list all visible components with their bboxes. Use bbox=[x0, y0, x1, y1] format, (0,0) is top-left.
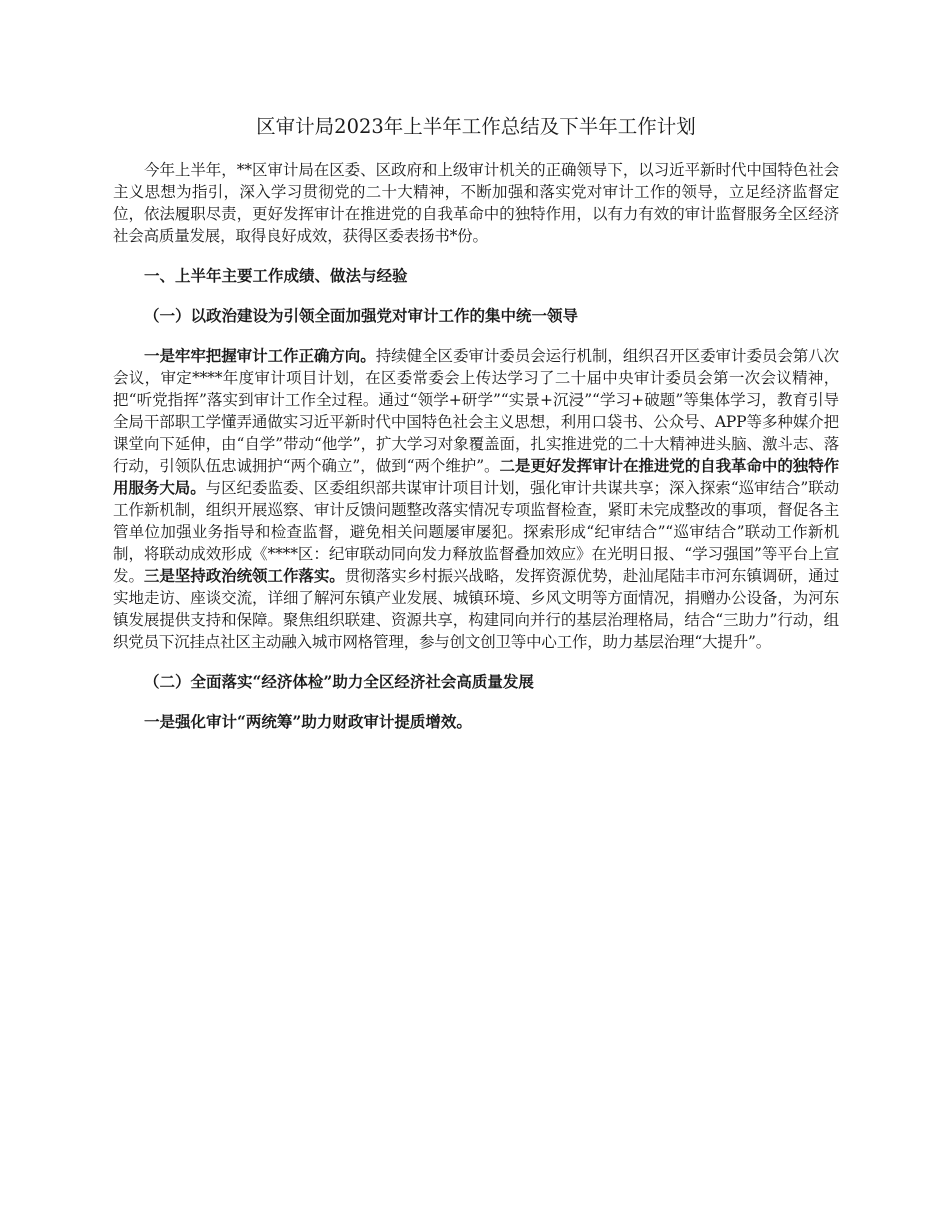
lead-phrase-3: 三是坚持政治统领工作落实。 bbox=[143, 566, 345, 585]
political-leadership-paragraph bbox=[113, 345, 839, 653]
body-text-2: 与区纪委监委、区委组织部共谋审计项目计划，强化审计共谋共享；深入探索“巡审结合”联动工作新机制，组织开展巡察、审计反馈问题整改落实情况专项监督检查，紧盯未完成整改的事项，督促各主管单位加强业务指导和检查监督，避免相关问题屡审屡犯。探索形成“纪审结合”“巡审结合”联动工作新机制，将联动成效形成《****区：纪审联动同向发力释放监督叠加效应》在光明日报、“学习强国”等平台上宣发。 bbox=[113, 479, 839, 585]
intro-paragraph: 今年上半年，**区审计局在区委、区政府和上级审计机关的正确领导下，以习近平新时代中国特色社会主义思想为指引，深入学习贯彻党的二十大精神，不断加强和落实党对审计工作的领导，立足经济监督定位，依法履职尽责，更好发挥审计在推进党的自我革命中的独特作用，以有力有效的审计监督服务全区经济社会高质量发展，取得良好成效，获得区委表扬书*份。 bbox=[113, 161, 839, 245]
document-body bbox=[113, 113, 839, 751]
lead-phrase-2: 二是更好发挥审计在推进党的自我革命中的独特作用服务大局。 bbox=[113, 456, 839, 497]
subsection-heading-2: （二）全面落实“经济体检”助力全区经济社会高质量发展 bbox=[144, 672, 534, 691]
finance-audit-lead: 一是强化审计“两统筹”助力财政审计提质增效。 bbox=[144, 712, 472, 731]
document-title: 区审计局2023年上半年工作总结及下半年工作计划 bbox=[256, 115, 696, 138]
lead-phrase-1: 一是牢牢把握审计工作正确方向。 bbox=[144, 346, 376, 365]
body-text-3: 贯彻落实乡村振兴战略，发挥资源优势，赴汕尾陆丰市河东镇调研，通过实地走访、座谈交流，详细了解河东镇产业发展、城镇环境、乡风文明等方面情况，捐赠办公设备，为河东镇发展提供支持和保障。聚焦组织联建、资源共享，构建同向并行的基层治理格局，结合“三助力”行动，组织党员下沉挂点社区主动融入城市网格管理，参与创文创卫等中心工作，助力基层治理“大提升”。 bbox=[113, 567, 840, 651]
subsection-heading-1: （一）以政治建设为引领全面加强党对审计工作的集中统一领导 bbox=[144, 306, 579, 325]
body-text-1: 持续健全区委审计委员会运行机制，组织召开区委审计委员会第八次会议，审定****年度审计项目计划，在区委常委会上传达学习了二十届中央审计委员会第一次会议精神，把“听党指挥”落实到审计工作全过程。通过“领学+研学”“实景+沉浸”“学习+破题”等集体学习，教育引导全局干部职工学懂弄通做实习近平新时代中国特色社会主义思想，利用口袋书、公众号、APP等多种媒介把课堂向下延伸，由“自学”带动“他学”，扩大学习对象覆盖面，扎实推进党的二十大精神进头脑、激斗志、落行动，引领队伍忠诚拥护“两个确立”，做到“两个维护”。 bbox=[113, 347, 839, 475]
section-heading-1: 一、上半年主要工作成绩、做法与经验 bbox=[144, 266, 408, 285]
